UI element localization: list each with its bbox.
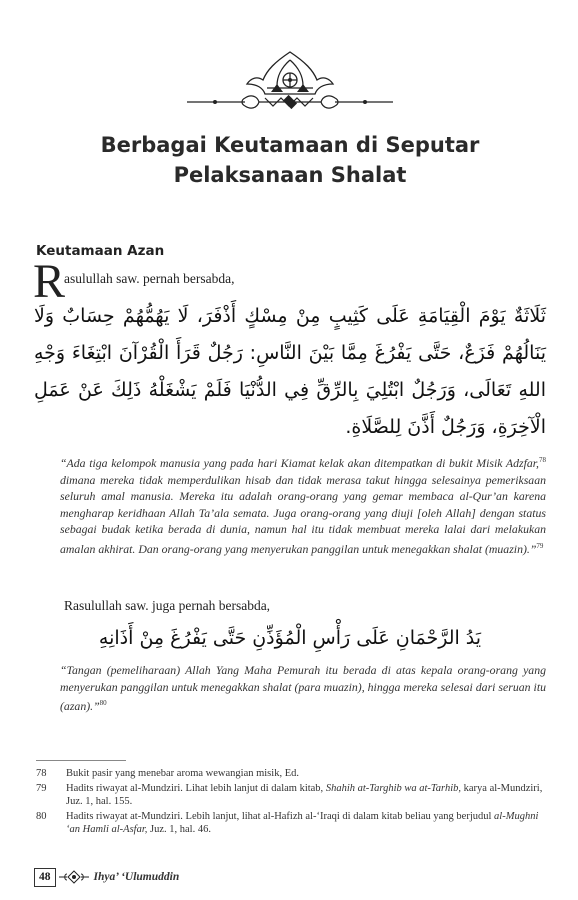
footnotes [36, 767, 548, 838]
footnote-number: 78 [36, 768, 47, 779]
footnote-ref-79[interactable]: 79 [536, 541, 544, 550]
footnote-item [36, 782, 548, 809]
footnote-text: Bukit pasir yang menebar aroma wewangian misik, Ed. [66, 768, 299, 779]
footnote-text-a: Hadits riwayat al-Mundziri. Lihat lebih lanjut di dalam kitab, [66, 782, 326, 794]
book-title: Ihya’ ‘Ulumuddin [93, 871, 180, 883]
drop-cap: R [33, 255, 66, 308]
translation-1-part-b: dimana mereka tidak memperdulikan hisab dan tidak merasa takut hingga selesainya pemeriksaan seluruh amal manusia. Mereka itu adalah orang-orang yang gemar membaca al-Qur’an karena mengharap keridhaan Allah Ta’ala semata. Juga orang-orang yang diuji [oleh Allah] dengan status sebagai budak ketika berada di dunia, namun hal itu tidak membuat mereka lalai dari melakukan amalan akhirat. Dan orang-orang yang menyerukan panggilan untuk menegakkan shalat (muazin).” [60, 472, 546, 556]
translation-2 [60, 662, 546, 715]
translation-1-part-a: “Ada tiga kelompok manusia yang pada hari Kiamat kelak akan ditempatkan di bukit Misik Adzfar, [60, 455, 539, 470]
footnote-book-title: Shahih at-Targhib wa at-Tarhib, [325, 782, 461, 794]
footnote-item [36, 810, 548, 837]
footnote-number: 79 [36, 782, 47, 794]
footnote-item [36, 767, 548, 781]
arabic-hadith-1: ثَلَاثَةٌ يَوْمَ الْقِيَامَةِ عَلَى كَثِيبٍ مِنْ مِسْكٍ أَذْفَرَ، لَا يَهُمُّهُمْ حِسَابٌ وَلَا يَنَالُهُمْ فَزَعٌ، حَتَّى يَفْرُغَ مِمَّا بَيْنَ النَّاسِ: رَجُلٌ قَرَأَ الْقُرْآنَ ابْتِغَاءَ وَجْهِ اللهِ تَعَالَى، وَرَجُلٌ ابْتُلِيَ بِالرِّقِّ فِي الدُّنْيَا فَلَمْ يَشْغَلْهُ ذَلِكَ عَنْ عَمَلِ الْآخِرَةِ، وَرَجُلٌ أَذَّنَ لِلصَّلَاةِ. [34, 305, 546, 438]
page-number: 48 [34, 868, 56, 887]
translation-1 [60, 452, 546, 557]
footnote-text-a: Hadits riwayat at-Mundziri. Lebih lanjut, lihat al-Hafizh al-‘Iraqi di dalam kitab beliau yang berjudul [66, 810, 495, 822]
footnote-divider [36, 760, 126, 761]
page-title-line1: Berbagai Keutamaan di Seputar [100, 133, 480, 157]
footnote-text-b: Juz. 1, hal. 46. [147, 824, 211, 836]
footnote-book-title: al-Mughni ‘an Hamli al-Asfar, [66, 810, 539, 836]
page-title-line2: Pelaksanaan Shalat [173, 163, 407, 187]
intro-text: asulullah saw. pernah bersabda, [64, 271, 235, 286]
footnote-text [66, 810, 548, 837]
intro-text-2: Rasulullah saw. juga pernah bersabda, [64, 598, 271, 613]
footnote-text [66, 782, 548, 809]
page-footer [34, 866, 179, 888]
header-ornament [185, 48, 395, 120]
page-title [40, 130, 540, 190]
section-heading: Keutamaan Azan [36, 243, 165, 259]
footnote-text-b: karya al-Mundziri, Juz. 1, hal. 155. [66, 782, 543, 808]
footer-ornament-icon [58, 870, 90, 884]
footnote-ref-78[interactable]: 78 [539, 456, 546, 464]
arabic-hadith-2: يَدُ الرَّحْمَانِ عَلَى رَأْسِ الْمُؤَذِّنِ حَتَّى يَفْرُغَ مِنْ أَذَانِهِ [98, 627, 482, 649]
translation-2-text: “Tangan (pemeliharaan) Allah Yang Maha Pemurah itu berada di atas kepala orang-orang yang menyerukan panggilan untuk menegakkan shalat (para muazin), hingga mereka selesai dari seruan itu (azan).” [60, 663, 546, 714]
footnote-number: 80 [36, 810, 47, 822]
footnote-ref-80[interactable]: 80 [99, 699, 107, 708]
